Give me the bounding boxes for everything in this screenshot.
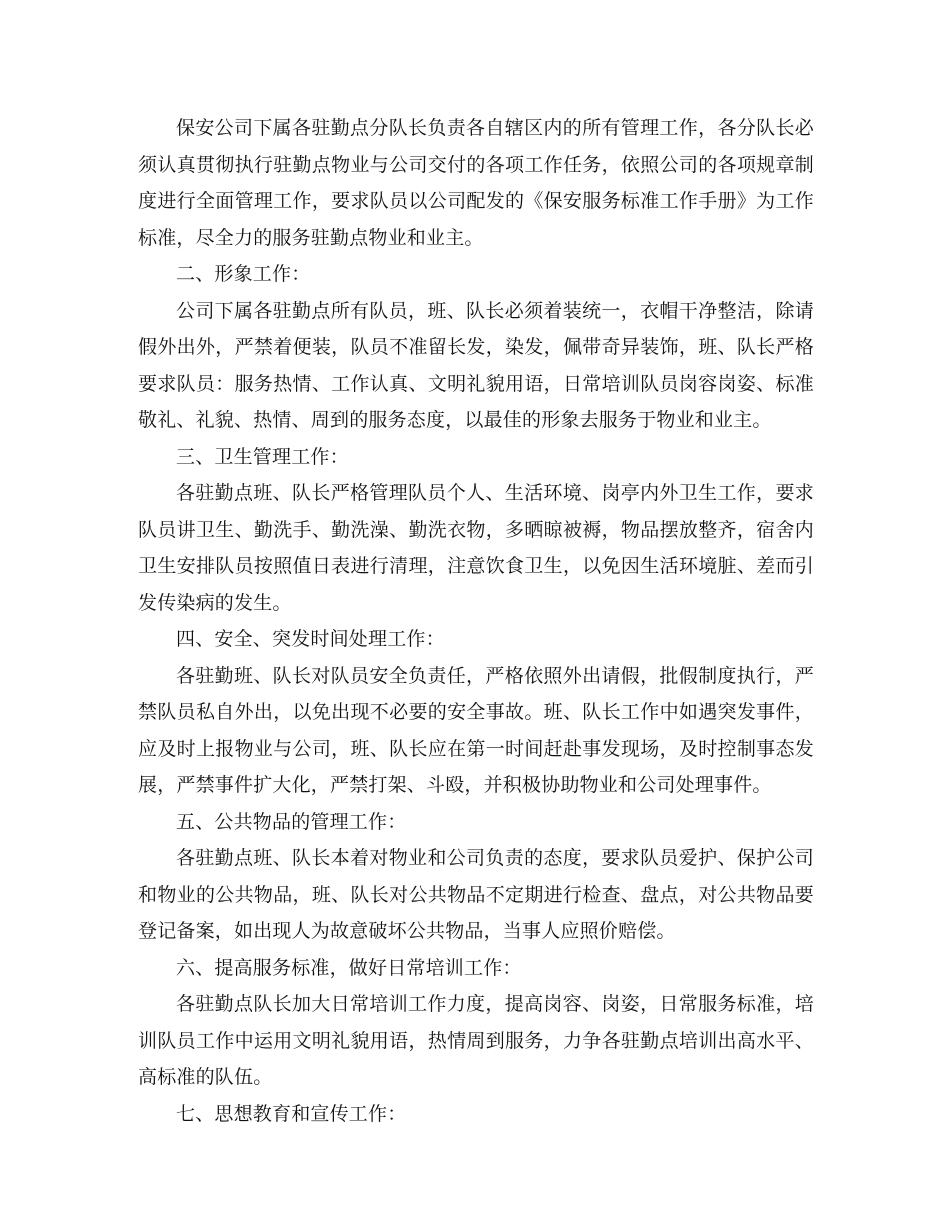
paragraph-hygiene: 各驻勤点班、队长严格管理队员个人、生活环境、岗亭内外卫生工作，要求队员讲卫生、勤洗手、勤洗澡、勤洗衣物，多晒晾被褥，物品摆放整齐，宿舍内卫生安排队员按照值日表进行清理，注意饮食卫生，以免因生活环境脏、差而引发传染病的发生。 bbox=[138, 482, 814, 614]
paragraph-service-training: 各驻勤点队长加大日常培训工作力度，提高岗容、岗姿，日常服务标准，培训队员工作中运用文明礼貌用语，热情周到服务，力争各驻勤点培训出高水平、高标准的队伍。 bbox=[138, 993, 814, 1088]
paragraph-safety: 各驻勤班、队长对队员安全负责任，严格依照外出请假，批假制度执行，严禁队员私自外出，以免出现不必要的安全事故。班、队长工作中如遇突发事件，应及时上报物业与公司，班、队长应在第一时间赶赴事发现场，及时控制事态发展，严禁事件扩大化，严禁打架、斗殴，并积极协助物业和公司处理事件。 bbox=[138, 664, 814, 796]
section-heading-safety: 四、安全、突发时间处理工作： bbox=[176, 628, 445, 650]
section-heading-service-training: 六、提高服务标准，做好日常培训工作： bbox=[176, 956, 522, 979]
paragraph-intro: 保安公司下属各驻勤点分队长负责各自辖区内的所有管理工作，各分队长必须认真贯彻执行驻勤点物业与公司交付的各项工作任务，依照公司的各项规章制度进行全面管理工作，要求队员以公司配发的《保安服务标准工作手册》为工作标准，尽全力的服务驻勤点物业和业主。 bbox=[138, 117, 814, 249]
section-heading-image: 二、形象工作： bbox=[176, 263, 311, 285]
document-body bbox=[138, 110, 814, 1132]
section-heading-public-property: 五、公共物品的管理工作： bbox=[176, 810, 407, 833]
paragraph-public-property: 各驻勤点班、队长本着对物业和公司负责的态度，要求队员爱护、保护公司和物业的公共物品，班、队长对公共物品不定期进行检查、盘点，对公共物品要登记备案，如出现人为故意破坏公共物品，当事人应照价赔偿。 bbox=[138, 847, 814, 942]
paragraph-image: 公司下属各驻勤点所有队员，班、队长必须着装统一，衣帽干净整洁，除请假外出外，严禁着便装，队员不准留长发，染发，佩带奇异装饰，班、队长严格要求队员：服务热情、工作认真、文明礼貌用语，日常培训队员岗容岗姿、标准敬礼、礼貌、热情、周到的服务态度，以最佳的形象去服务于物业和业主。 bbox=[138, 299, 814, 431]
section-heading-hygiene: 三、卫生管理工作： bbox=[176, 445, 349, 468]
section-heading-education: 七、思想教育和宣传工作： bbox=[176, 1102, 407, 1125]
